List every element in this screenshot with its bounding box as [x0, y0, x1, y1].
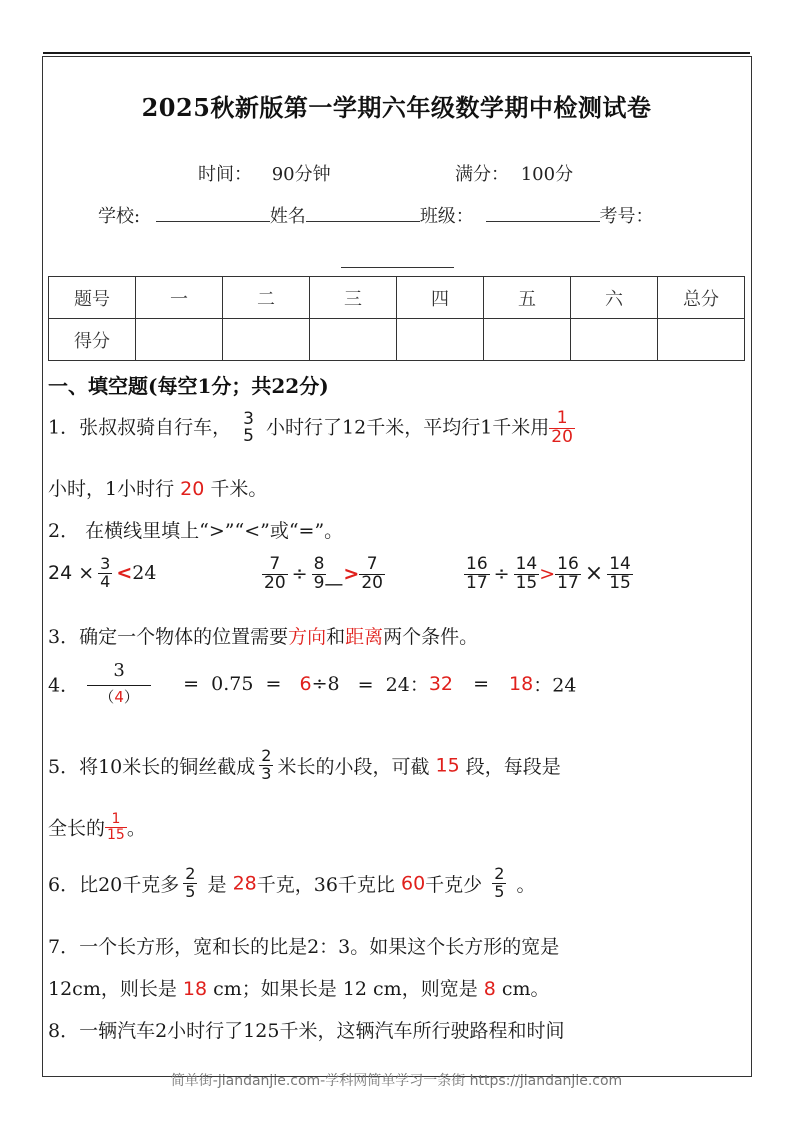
full-score-info — [455, 160, 573, 186]
header-cell-5: 五 — [484, 277, 571, 319]
q6-answer-2: 60 — [400, 872, 426, 895]
student-info — [98, 202, 654, 228]
q4-div-rest: ÷8 — [311, 672, 340, 695]
q5-fraction — [259, 748, 273, 783]
q7-answer-1: 18 — [182, 978, 208, 1000]
q4-paren-close: ） — [123, 687, 139, 706]
q3-answer-1: 方向 — [288, 626, 327, 648]
header-cell-4: 四 — [397, 277, 484, 319]
q2-e3-a-den: 17 — [466, 572, 488, 593]
q2-e2-blank: — — [324, 572, 344, 595]
q1-line2-a: 小时，1小时行 — [48, 478, 175, 500]
q6-f2-num: 2 — [494, 864, 505, 883]
q2-e3-frac-a — [464, 556, 490, 593]
question-7-line-2 — [48, 974, 550, 1001]
header-cell-total: 总分 — [658, 277, 745, 319]
q7-line2-c: cm。 — [501, 978, 550, 1000]
question-4 — [48, 662, 576, 706]
q1-answer-2: 20 — [180, 478, 205, 500]
q1-answer-fraction — [549, 410, 575, 447]
question-6 — [48, 866, 535, 901]
score-cell-total[interactable] — [658, 319, 745, 361]
q1-line2-b: 千米。 — [210, 478, 268, 500]
q7-line2-a: 12cm，则长是 — [48, 978, 177, 1000]
q3-mid: 和 — [326, 626, 346, 648]
q4-prefix: 4． — [48, 674, 80, 697]
q5-suffix: 段，每段是 — [465, 755, 561, 778]
q6-fraction-1 — [183, 866, 197, 901]
q6-mid1: 是 — [207, 873, 227, 896]
score-table — [48, 276, 745, 361]
score-cell-6[interactable] — [571, 319, 658, 361]
q5-mid: 米长的小段，可截 — [277, 755, 430, 778]
q1-ans-den: 20 — [551, 426, 573, 447]
q2-e1-den: 4 — [100, 571, 111, 591]
q4-eq3: = — [473, 672, 489, 695]
score-row-label: 得分 — [49, 319, 136, 361]
score-table-score-row — [49, 319, 745, 361]
q4-eq1: = 0.75 = — [183, 672, 282, 695]
score-table-header-row — [49, 277, 745, 319]
q5-answer-fraction — [105, 812, 127, 842]
q5-answer-1: 15 — [435, 754, 460, 777]
time-info — [198, 160, 331, 186]
q6-f1-num: 2 — [185, 864, 196, 883]
q2-e3-frac-d — [607, 556, 633, 593]
q2-e3-a-num: 16 — [466, 554, 488, 574]
q2-e1-num: 3 — [100, 554, 111, 573]
time-value: 90分钟 — [271, 164, 331, 185]
score-cell-4[interactable] — [397, 319, 484, 361]
page-title: 2025秋新版第一学期六年级数学期中检测试卷 — [141, 93, 652, 122]
question-8-line-1: 8．一辆汽车2小时行了125千米，这辆汽车所行驶路程和时间 — [48, 1020, 565, 1042]
score-cell-5[interactable] — [484, 319, 571, 361]
q2-e3-op2: × — [584, 560, 604, 586]
score-cell-3[interactable] — [310, 319, 397, 361]
q2-e2-c-num: 7 — [359, 556, 385, 575]
q1-frac-den: 5 — [243, 426, 254, 447]
q2-e1-answer: < — [116, 561, 133, 584]
question-7-line-1: 7．一个长方形，宽和长的比是2：3。如果这个长方形的宽是 — [48, 936, 560, 958]
q2-e2-a-num: 7 — [262, 556, 288, 575]
q4-answer-den: 4 — [114, 687, 124, 706]
q2-e3-b-num: 14 — [515, 554, 538, 574]
q2-e1-fraction — [98, 556, 112, 591]
q5-prefix: 5．将10米长的铜丝截成 — [48, 755, 256, 778]
q2-expression-3 — [460, 556, 637, 593]
q6-f1-den: 5 — [185, 881, 196, 901]
q6-end: 。 — [516, 873, 536, 896]
school-label: 学校: — [98, 206, 141, 227]
q2-e3-op: ÷ — [493, 562, 510, 585]
q2-e2-c-den: 20 — [361, 572, 383, 593]
q5-line2: 全长的 — [48, 817, 106, 840]
q2-expression-2 — [258, 556, 389, 593]
question-3 — [48, 622, 478, 649]
full-score-value: 100分 — [520, 164, 574, 185]
q6-mid3: 千克少 — [425, 873, 483, 896]
q6-f2-den: 5 — [494, 881, 505, 901]
question-5-line-2 — [48, 812, 146, 842]
q1-prefix: 1．张叔叔骑自行车， — [48, 416, 232, 439]
q2-e3-answer: > — [539, 562, 556, 585]
q4-frac-num: 3 — [87, 662, 151, 686]
name-label: 姓名 — [269, 206, 306, 227]
header-cell-question-no: 题号 — [49, 277, 136, 319]
header-cell-6: 六 — [571, 277, 658, 319]
q1-mid: 小时行了12千米，平均行1千米用 — [266, 416, 550, 439]
q4-ratio-rest: ：24 — [533, 674, 577, 697]
time-label: 时间： — [198, 164, 252, 185]
q3-suffix: 两个条件。 — [383, 626, 479, 648]
q2-e3-b-den: 15 — [515, 572, 538, 593]
q4-paren-open: （ — [99, 687, 115, 706]
q6-mid2: 千克，36千克比 — [256, 873, 395, 896]
q2-expression-1 — [48, 556, 156, 591]
q2-e2-answer: > — [343, 562, 360, 585]
q2-e3-frac-b — [514, 556, 540, 593]
q7-answer-2: 8 — [483, 978, 496, 1000]
q2-e3-c-den: 17 — [557, 572, 579, 593]
question-1-line-1 — [48, 410, 575, 447]
school-field[interactable] — [156, 204, 270, 222]
q2-e2-op: ÷ — [291, 562, 308, 585]
q2-e3-d-den: 15 — [609, 572, 631, 593]
score-cell-1[interactable] — [136, 319, 223, 361]
section-heading-fill-blank: 一、填空题(每空1分；共22分) — [48, 374, 329, 398]
q3-prefix: 3．确定一个物体的位置需要 — [48, 626, 289, 648]
exam-no-field[interactable] — [341, 248, 454, 268]
q2-e2-frac-c — [359, 556, 385, 593]
header-cell-2: 二 — [223, 277, 310, 319]
q5-frac-num: 2 — [261, 746, 272, 765]
q3-answer-2: 距离 — [345, 626, 384, 648]
q2-e1-right: 24 — [132, 561, 157, 584]
question-1-line-2 — [48, 474, 267, 501]
score-cell-2[interactable] — [223, 319, 310, 361]
question-5-line-1 — [48, 748, 561, 783]
q4-fraction — [87, 662, 151, 706]
question-2-text: 2． 在横线里填上“>”“<”或“=”。 — [48, 520, 344, 542]
q5-frac-den: 3 — [261, 763, 272, 783]
q2-e3-frac-c — [555, 556, 581, 593]
q4-eq2: = 24： — [357, 674, 429, 697]
q2-e1-left: 24 × — [48, 561, 95, 584]
class-field[interactable] — [486, 204, 600, 222]
q1-frac-num: 3 — [243, 408, 254, 429]
q2-e2-b-den: 9 — [313, 572, 325, 593]
name-field[interactable] — [306, 204, 420, 222]
q2-e2-b-num: 8 — [313, 554, 325, 574]
q5-ans-num: 1 — [105, 812, 127, 828]
exam-no-label: 考号： — [599, 206, 654, 227]
header-cell-3: 三 — [310, 277, 397, 319]
q6-fraction-2 — [492, 866, 506, 901]
q2-e3-c-num: 16 — [557, 554, 579, 574]
q1-ans-num: 1 — [549, 410, 575, 429]
footer-watermark: 简单街-jiandanjie.com-学科网简单学习一条街 https://jiandanjie.com — [170, 1073, 623, 1089]
q2-e3-d-num: 14 — [609, 554, 631, 574]
q4-answer-div: 6 — [299, 672, 312, 695]
q6-answer-1: 28 — [232, 872, 257, 895]
q5-end: 。 — [126, 817, 146, 840]
q2-e2-a-den: 20 — [264, 572, 286, 593]
q5-ans-den: 15 — [107, 826, 125, 843]
q2-e2-frac-a — [262, 556, 288, 593]
class-label: 班级： — [419, 206, 474, 227]
top-rule — [43, 52, 750, 54]
q6-prefix: 6．比20千克多 — [48, 873, 180, 896]
q4-answer-ratio-1: 32 — [428, 672, 454, 695]
q7-line2-b: cm；如果长是 12 cm，则宽是 — [213, 978, 478, 1000]
header-cell-1: 一 — [136, 277, 223, 319]
full-score-label: 满分： — [455, 164, 509, 185]
q4-answer-ratio-2: 18 — [509, 672, 534, 695]
q1-fraction — [241, 408, 256, 447]
